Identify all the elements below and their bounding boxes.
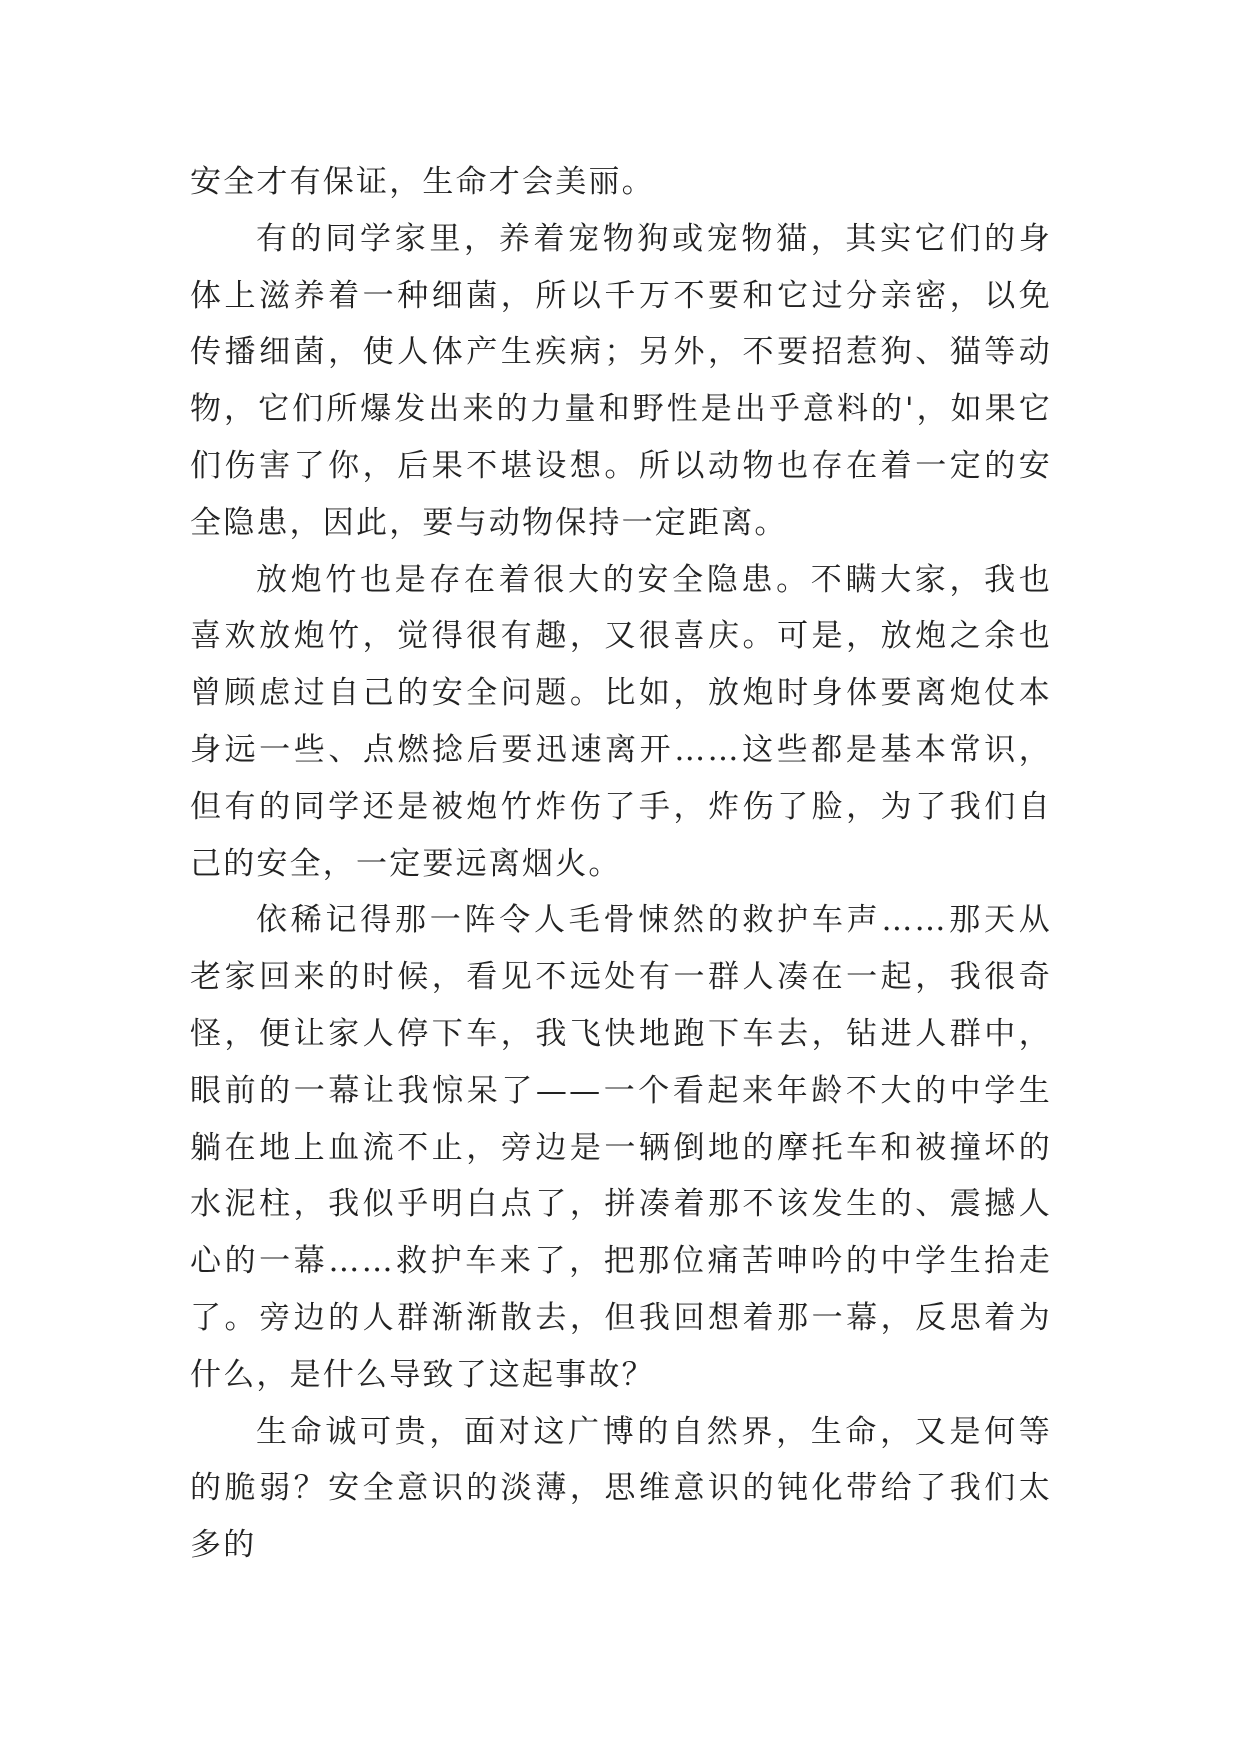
paragraph-2: 有的同学家里，养着宠物狗或宠物猫，其实它们的身体上滋养着一种细菌，所以千万不要和它过分亲密，以免传播细菌，使人体产生疾病；另外，不要招惹狗、猫等动物，它们所爆发出来的力量和野性是出乎意料的'，如果它们伤害了你，后果不堪设想。所以动物也存在着一定的安全隐患，因此，要与动物保持一定距离。 (190, 220, 1052, 541)
paragraph-1: 安全才有保证，生命才会美丽。 (190, 164, 655, 200)
document-body (190, 154, 1052, 1574)
paragraph-5: 生命诚可贵，面对这广博的自然界，生命，又是何等的脆弱？安全意识的淡薄，思维意识的钝化带给了我们太多的 (190, 1413, 1052, 1564)
paragraph-3: 放炮竹也是存在着很大的安全隐患。不瞒大家，我也喜欢放炮竹，觉得很有趣，又很喜庆。可是，放炮之余也曾顾虑过自己的安全问题。比如，放炮时身体要离炮仗本身远一些、点燃捻后要迅速离开……这些都是基本常识，但有的同学还是被炮竹炸伤了手，炸伤了脸，为了我们自己的安全，一定要远离烟火。 (190, 561, 1052, 882)
paragraph-4: 依稀记得那一阵令人毛骨悚然的救护车声……那天从老家回来的时候，看见不远处有一群人凑在一起，我很奇怪，便让家人停下车，我飞快地跑下车去，钻进人群中，眼前的一幕让我惊呆了——一个看起来年龄不大的中学生躺在地上血流不止，旁边是一辆倒地的摩托车和被撞坏的水泥柱，我似乎明白点了，拼凑着那不该发生的、震撼人心的一幕……救护车来了，把那位痛苦呻吟的中学生抬走了。旁边的人群渐渐散去，但我回想着那一幕，反思着为什么，是什么导致了这起事故？ (190, 902, 1052, 1393)
